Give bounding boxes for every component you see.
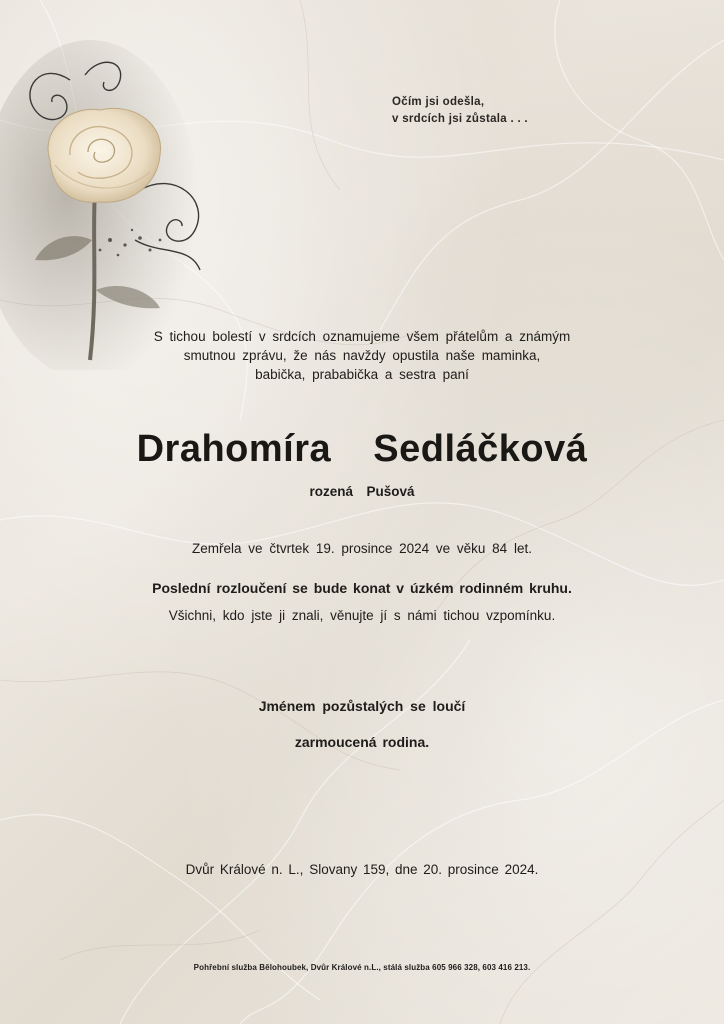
funeral-service-footer: Pohřební služba Bělohoubek, Dvůr Králové n.L., stálá služba 605 966 328, 603 416 213. (193, 963, 531, 972)
family-signature: zarmoucená rodina. (294, 734, 430, 750)
remembrance-text: Všichni, kdo jste ji znali, věnujte jí s námi tichou vzpomínku. (168, 608, 556, 623)
quote-line-2: v srdcích jsi zůstala . . . (392, 113, 528, 125)
announcement-intro (0, 327, 724, 384)
survivors-text: Jménem pozůstalých se loučí (258, 698, 466, 714)
deceased-name: Drahomíra Sedláčková (136, 428, 588, 470)
maiden-name: rozená Pušová (309, 484, 415, 499)
death-info: Zemřela ve čtvrtek 19. prosince 2024 ve věku 84 let. (192, 541, 532, 556)
place-and-date: Dvůr Králové n. L., Slovany 159, dne 20. prosince 2024. (185, 862, 539, 877)
intro-line-3: babička, prababička a sestra paní (255, 367, 469, 382)
intro-line-1: S tichou bolestí v srdcích oznamujeme všem přátelům a známým (153, 329, 571, 344)
rose-icon (0, 40, 230, 370)
quote (392, 94, 528, 128)
farewell-notice: Poslední rozloučení se bude konat v úzkém rodinném kruhu. (152, 580, 572, 596)
intro-line-2: smutnou zprávu, že nás navždy opustila naše maminka, (183, 348, 541, 363)
quote-line-1: Očím jsi odešla, (392, 96, 485, 108)
